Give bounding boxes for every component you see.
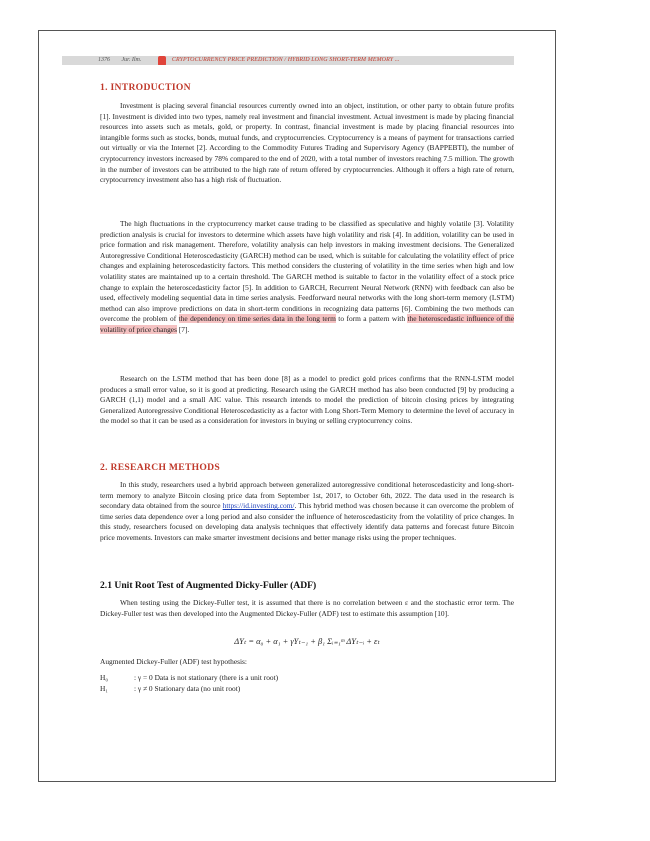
intro-p1-text: Investment is placing several financial resources currently owned into an object, institution, or other party to obtain future profits [1]. Investment is divided into two types, namely real investment and financial investment. Actual investment is made by placing financial resources into assets such as metals, gold, or property. In contrast, financial investment is made by placing financial resources into intangible forms such as stocks, bonds, mutual funds, and cryptocurrencies. Cryptocurrency is a means of payment for transactions carried out virtually or via the Internet [2]. According to the Commodity Futures Trading and Supervisory Agency (BAPPEBTI), the number of cryptocurrency investors increased by 78% compared to the end of 2020, with a total number of investors reaching 7.5 million. The growth in the number of investors can be attributed to the high rate of return offered by cryptocurrencies. Although it offers a high rate of return, cryptocurrency investment also has a high risk of fluctuation. xyxy=(100,101,514,185)
adf-p1-text: When testing using the Dickey-Fuller test, it is assumed that there is no correlation between ε and the stochastic error term. The Dickey-Fuller test was then developed into the Augmented Dickey-Fuller (ADF) test to estimate this assumption [10]. xyxy=(100,598,514,618)
intro-p2-end: [7]. xyxy=(176,324,190,334)
methods-p1b-text: . This hybrid method was chosen because it can overcome the problem of time series data dependence over a long period and also consider the influence of heteroscedasticity from the volatility of price changes. In this study, researchers focused on developing data analysis techniques that effectively identify data patterns and forecast future Bitcoin price movements. Investors can make smarter investment decisions and better manage risks using the proper techniques. xyxy=(100,501,514,542)
hypothesis-h0 xyxy=(100,673,278,684)
h0-symbol: H₀ xyxy=(100,673,108,682)
intro-p2-mid: to form a pattern with xyxy=(335,314,408,324)
adf-paragraph-1 xyxy=(100,598,514,619)
adf-equation: ΔYₜ = α₀ + α₁ + γYₜ₋₁ + β₁ Σᵢ₌₁ᵐ ΔYₜ₋ᵢ + εₜ xyxy=(234,637,380,646)
section-heading-introduction: 1. INTRODUCTION xyxy=(100,82,191,93)
intro-p2-text: The high fluctuations in the cryptocurrency market cause trading to be classified as speculative and highly volatile [3]. Volatility prediction analysis is crucial for investors to determine which assets have high volatility and risk [4]. In addition, volatility can be used in price formation and risk management. Therefore, volatility analysis can help investors in making investment decisions. The Generalized Autoregressive Conditional Heteroscedasticity (GARCH) method can be used, which is suitable for calculating the volatility effect of price changes and explaining heteroscedasticity factors. This method considers the clustering of volatility in the time series when high and low volatility states are maintained up to a certain threshold. The GARCH method is suitable to factor in the volatility effect of a stock price change to explain the heteroscedasticity factor [5]. In addition to GARCH, Recurrent Neural Network (RNN) with feedback can also be used, effectively modeling sequential data in time series analysis. Feedforward neural networks with the long short-term memory (LSTM) method can also improve predictions on data in short-term conditions in recognizing data patterns [6]. Combining the two methods can overcome the problem of xyxy=(100,219,514,324)
hypothesis-intro: Augmented Dickey-Fuller (ADF) test hypothesis: xyxy=(100,657,247,666)
section-heading-methods: 2. RESEARCH METHODS xyxy=(100,462,221,473)
subsection-heading-adf: 2.1 Unit Root Test of Augmented Dicky-Fuller (ADF) xyxy=(100,580,317,591)
journal-name: Jur. Ilm. xyxy=(121,57,142,63)
intro-p3-text: Research on the LSTM method that has been done [8] as a model to predict gold prices confirms that the RNN-LSTM model produces a small error value, so it is good at predicting. Research using the GARCH method has also been conducted [9] by producing a GARCH (1,1) model and a small AIC value. This research intends to model the prediction of bitcoin closing prices by integrating Generalized Autoregressive Conditional Heteroscedasticity as a factor with Long Short-Term Memory to determine the level of accuracy in the model so that it can be used as a consideration for investors in buying or selling cryptocurrency coins. xyxy=(100,374,514,426)
intro-paragraph-1 xyxy=(100,101,514,186)
methods-paragraph-1 xyxy=(100,480,514,544)
investing-link[interactable]: https://id.investing.com/ xyxy=(222,501,295,511)
highlight-dependency: the dependency on time series data in the long term xyxy=(178,314,336,324)
annotation-marker xyxy=(158,56,166,65)
methods-p1-text: In this study, researchers used a hybrid approach between generalized autoregressive conditional heteroscedasticity and long-short-term memory to analyze Bitcoin closing price data from September 1st, 2017, to October 6th, 2022. The data used in the research is secondary data obtained from the source xyxy=(100,480,514,511)
intro-paragraph-3 xyxy=(100,374,514,427)
hypothesis-h1 xyxy=(100,684,240,695)
page-number: 1376 xyxy=(98,57,110,63)
highlight-heteroscedastic: the heteroscedastic influence of the volatility of price changes xyxy=(100,314,515,334)
running-title: CRYPTOCURRENCY PRICE PREDICTION / HYBRID LONG SHORT-TERM MEMORY ... xyxy=(171,57,400,63)
running-head xyxy=(62,56,514,65)
h1-text: : γ ≠ 0 Stationary data (no unit root) xyxy=(134,684,241,693)
h1-symbol: H₁ xyxy=(100,684,108,693)
h0-text: : γ = 0 Data is not stationary (there is a unit root) xyxy=(134,673,279,682)
intro-paragraph-2 xyxy=(100,219,514,336)
